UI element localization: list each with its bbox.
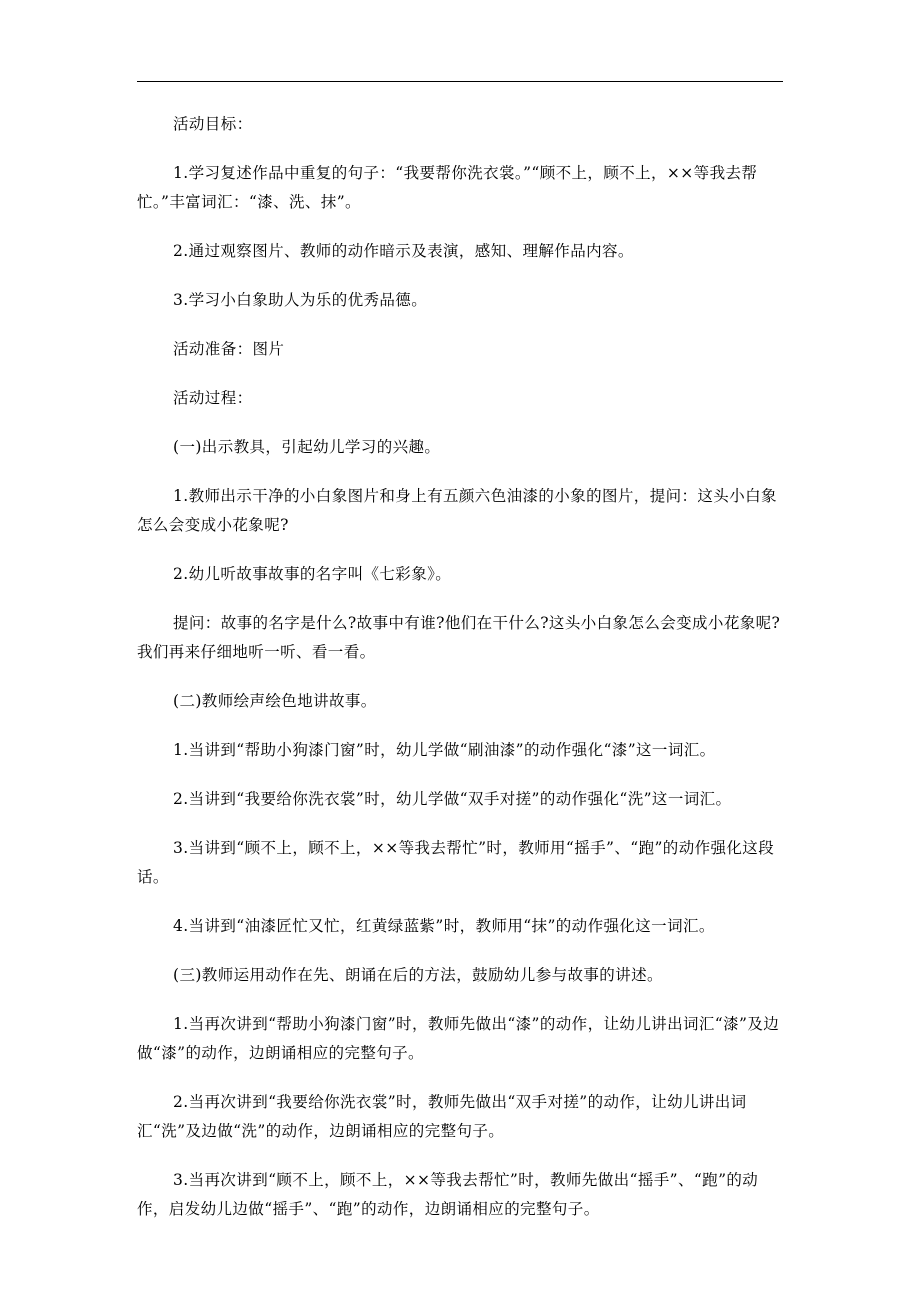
- process-step-2-item-1: 1.当讲到“帮助小狗漆门窗”时，幼儿学做“刷油漆”的动作强化“漆”这一词汇。: [173, 741, 716, 759]
- process-step-3-heading: (三)教师运用动作在先、朗诵在后的方法，鼓励幼儿参与故事的讲述。: [173, 966, 663, 984]
- process-step-3-item-1: 1.当再次讲到“帮助小狗漆门窗”时，教师先做出“漆”的动作，让幼儿讲出词汇“漆”及边做“漆”的动作，边朗诵相应的完整句子。: [137, 1015, 780, 1062]
- process-step-1-item-1: 1.教师出示干净的小白象图片和身上有五颜六色油漆的小象的图片，提问：这头小白象怎么会变成小花象呢?: [137, 487, 777, 534]
- document-body: [137, 110, 785, 1244]
- section-heading-preparation: 活动准备：图片: [173, 340, 285, 358]
- process-step-1-question: 提问：故事的名字是什么?故事中有谁?他们在干什么?这头小白象怎么会变成小花象呢?我们再来仔细地听一听、看一看。: [137, 614, 781, 661]
- section-heading-process: 活动过程：: [173, 389, 253, 407]
- header-rule: [137, 81, 783, 82]
- process-step-2-heading: (二)教师绘声绘色地讲故事。: [173, 692, 377, 710]
- process-step-2-item-2: 2.当讲到“我要给你洗衣裳”时，幼儿学做“双手对搓”的动作强化“洗”这一词汇。: [173, 790, 732, 808]
- goal-item-1: 1.学习复述作品中重复的句子：“我要帮你洗衣裳。”“顾不上，顾不上，××等我去帮忙。”丰富词汇：“漆、洗、抹”。: [137, 164, 758, 211]
- process-step-3-item-3: 3.当再次讲到“顾不上，顾不上，××等我去帮忙”时，教师先做出“摇手”、“跑”的动作，启发幼儿边做“摇手”、“跑”的动作，边朗诵相应的完整句子。: [137, 1171, 759, 1218]
- process-step-1-heading: (一)出示教具，引起幼儿学习的兴趣。: [173, 438, 441, 456]
- goal-item-3: 3.学习小白象助人为乐的优秀品德。: [173, 291, 428, 309]
- process-step-1-item-2: 2.幼儿听故事故事的名字叫《七彩象》。: [173, 565, 452, 583]
- goal-item-2: 2.通过观察图片、教师的动作暗示及表演，感知、理解作品内容。: [173, 242, 634, 260]
- process-step-2-item-3: 3.当讲到“顾不上，顾不上，××等我去帮忙”时，教师用“摇手”、“跑”的动作强化这段话。: [137, 839, 775, 886]
- process-step-2-item-4: 4.当讲到“油漆匠忙又忙，红黄绿蓝紫”时，教师用“抹”的动作强化这一词汇。: [173, 917, 715, 935]
- process-step-3-item-2: 2.当再次讲到“我要给你洗衣裳”时，教师先做出“双手对搓”的动作，让幼儿讲出词汇“洗”及边做“洗”的动作，边朗诵相应的完整句子。: [137, 1093, 747, 1140]
- section-heading-goals: 活动目标：: [173, 115, 253, 133]
